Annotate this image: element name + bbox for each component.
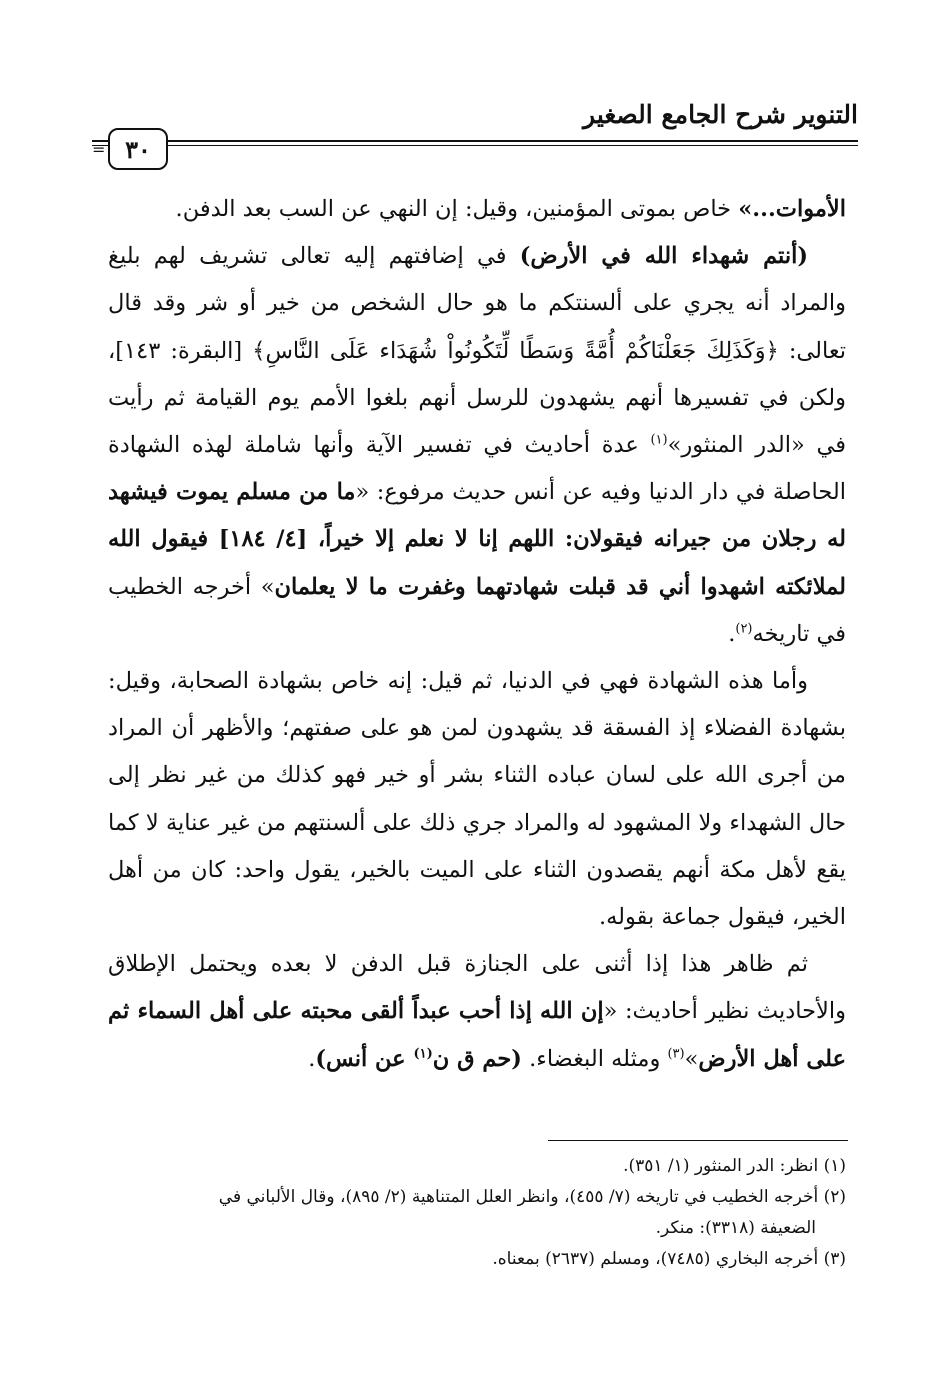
- page-number: ٣٠: [108, 128, 168, 170]
- footnote-3: (٣) أخرجه البخاري (٧٤٨٥)، ومسلم (٢٦٣٧) بمعناه.: [492, 1249, 846, 1269]
- text-run: ثم ظاهر هذا إذا أثنى على الجنازة قبل الدفن لا بعده ويحتمل الإطلاق والأحاديث نظير أحاديث: «: [108, 951, 846, 1025]
- paragraph-3: وأما هذه الشهادة فهي في الدنيا، ثم قيل: إنه خاص بشهادة الصحابة، وقيل: بشهادة الفضلاء إذ الفسقة قد يشهدون لمن هو على صفتهم؛ والأظهر أن المراد من أجرى الله على لسان عباده الثناء بشر أو خير فهو كذلك من غير نظر إلى حال الشهداء ولا المشهود له والمراد جري ذلك على ألسنتهم من غير عناية لا كما يقع لأهل مكة أنهم يقصدون الثناء على الميت بالخير، يقول واحد: كان من أهل الخير، فيقول جماعة بقوله.: [108, 668, 846, 931]
- header-rule-thin: [92, 145, 858, 146]
- text-run: .: [308, 1045, 316, 1072]
- text-run: عدة أحاديث في تفسير الآية وأنها شاملة لهذه الشهادة الحاصلة في دار الدنيا وفيه عن أنس حديث مرفوع: «: [108, 432, 847, 506]
- footnote-separator: [548, 1140, 848, 1141]
- footnote-2-continuation: الضعيفة (٣٣١٨): منكر.: [655, 1218, 816, 1238]
- main-text: [108, 186, 846, 1083]
- text-run: [البقرة: ١٤٣]، ولكن في تفسيرها أنهم يشهدون للرسل أنهم بلغوا الأمم يوم القيامة ثم رأيت في «الدر المنثور»: [108, 337, 846, 459]
- footnote-1: (١) انظر: الدر المنثور (١/ ٣٥١).: [623, 1156, 846, 1176]
- footnote-2: (٢) أخرجه الخطيب في تاريخه (٧/ ٤٥٥)، وانظر العلل المتناهية (٢/ ٨٩٥)، وقال الألباني في: [218, 1187, 846, 1207]
- hadith-quote: ما من مسلم يموت فيشهد له رجلان من جيرانه فيقولان: اللهم إنا لا نعلم إلا خيراً، [٤/ ١٨٤] فيقول الله لملائكته اشهدوا أني قد قبلت شهادتهما وغفرت ما لا يعلمان: [108, 479, 846, 600]
- footnote-ref-inline: (١): [413, 1046, 433, 1062]
- paragraph-4: [108, 941, 846, 1083]
- source-narrator: عن أنس): [315, 1045, 414, 1072]
- running-header-title: التنوير شرح الجامع الصغير: [583, 100, 858, 129]
- source-abbreviation: (حم ق ن: [432, 1045, 522, 1072]
- header-rule-end-mark: =: [92, 140, 106, 159]
- footnotes: [108, 1151, 846, 1275]
- paragraph-1: [108, 186, 846, 233]
- hadith-lemma: (أنتم شهداء الله في الأرض): [519, 243, 809, 270]
- bold-phrase: الأموات...»: [738, 196, 846, 222]
- text-run: » أخرجه الخطيب في تاريخه: [108, 573, 846, 647]
- header-rule-thick: [92, 140, 858, 142]
- footnote-ref-1: (١): [650, 432, 668, 448]
- paragraph-2: [108, 233, 846, 658]
- footnote-ref-2: (٢): [735, 621, 753, 637]
- text-run: في إضافتهم إليه تعالى تشريف لهم بليغ والمراد أنه يجري على ألسنتكم ما هو حال الشخص من خير أو شر وقد قال تعالى:: [108, 243, 846, 364]
- text-run: خاص بموتى المؤمنين، وقيل: إن النهي عن السب بعد الدفن.: [175, 196, 739, 222]
- quran-verse: ﴿وَكَذَلِكَ جَعَلْنَاكُمْ أُمَّةً وَسَطًا لِّتَكُونُواْ شُهَدَاء عَلَى النَّاسِ﴾: [252, 337, 779, 364]
- footnote-ref-3: (٣): [667, 1046, 685, 1062]
- text-run: »: [684, 1045, 699, 1072]
- hadith-quote: إن الله إذا أحب عبداً ألقى محبته على أهل السماء ثم على أهل الأرض: [108, 998, 846, 1072]
- text-run: .: [728, 620, 736, 647]
- text-run: ومثله البغضاء.: [521, 1045, 668, 1072]
